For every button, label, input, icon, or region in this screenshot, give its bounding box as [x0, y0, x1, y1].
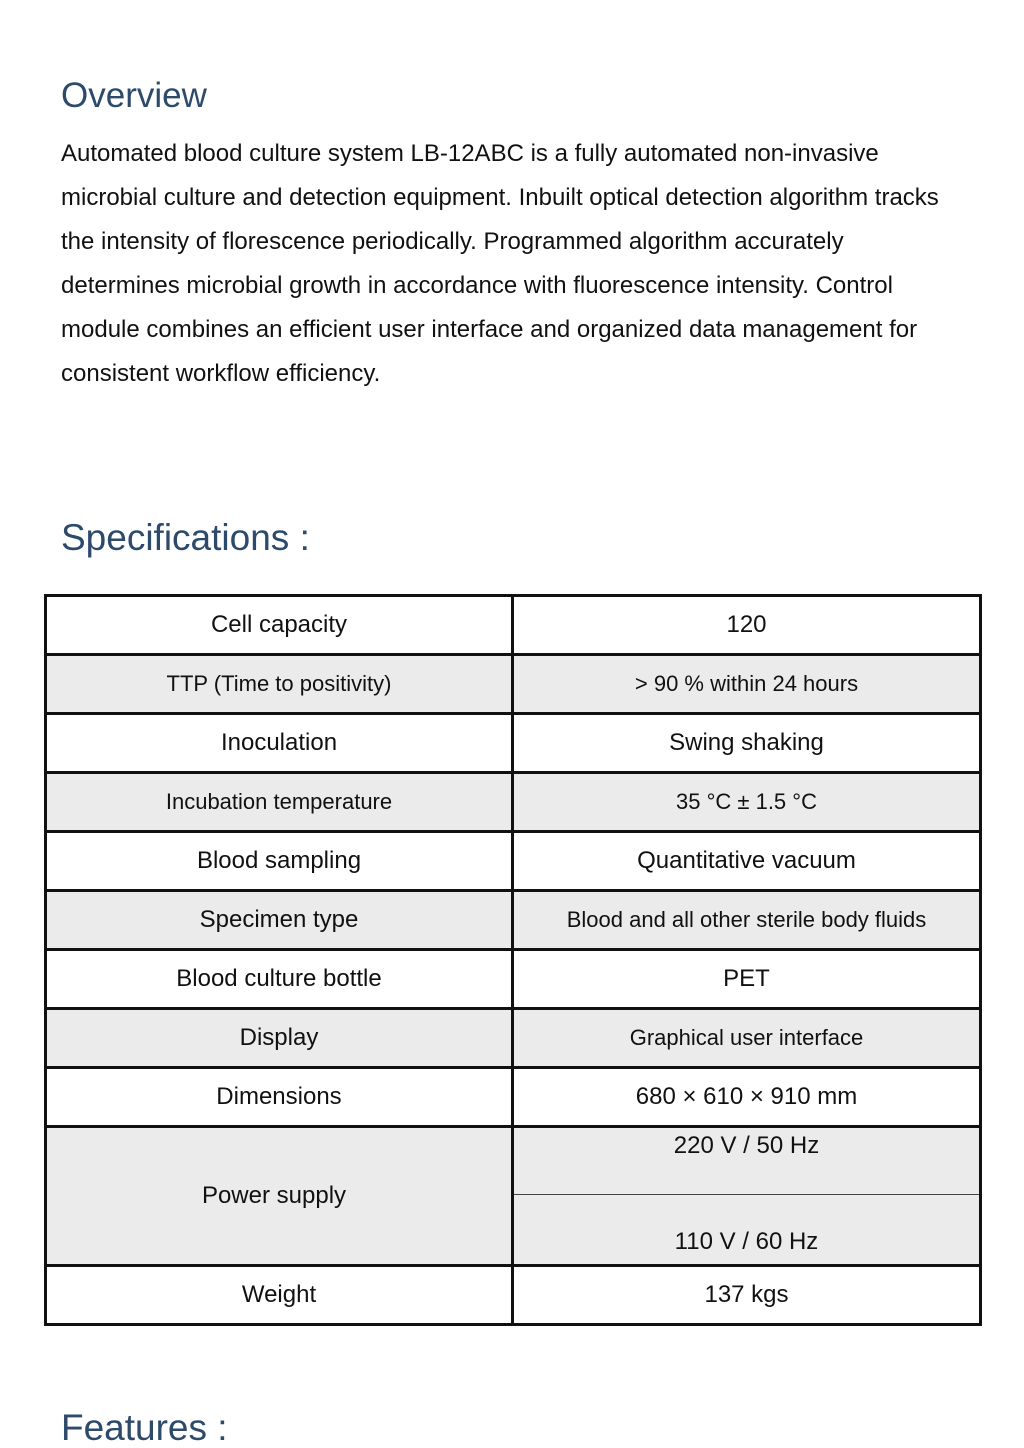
table-row — [46, 714, 981, 773]
overview-heading: Overview — [61, 76, 207, 115]
features-heading: Features : — [61, 1407, 228, 1448]
spec-value: 120 — [513, 596, 981, 655]
spec-label: Blood culture bottle — [46, 950, 513, 1009]
spec-label: Inoculation — [46, 714, 513, 773]
table-row — [46, 655, 981, 714]
spec-label: Cell capacity — [46, 596, 513, 655]
spec-value: Blood and all other sterile body fluids — [513, 891, 981, 950]
spec-value: 35 °C ± 1.5 °C — [513, 773, 981, 832]
spec-value-power-110v: 110 V / 60 Hz — [513, 1195, 981, 1266]
spec-value: Quantitative vacuum — [513, 832, 981, 891]
spec-label: Incubation temperature — [46, 773, 513, 832]
spec-value-power-220v: 220 V / 50 Hz — [513, 1127, 981, 1195]
table-row — [46, 596, 981, 655]
spec-label: Dimensions — [46, 1068, 513, 1127]
table-row — [46, 1266, 981, 1325]
spec-label: Blood sampling — [46, 832, 513, 891]
spec-label: TTP (Time to positivity) — [46, 655, 513, 714]
table-row — [46, 832, 981, 891]
spec-label: Specimen type — [46, 891, 513, 950]
spec-label-weight: Weight — [46, 1266, 513, 1325]
table-row — [46, 773, 981, 832]
table-row — [46, 1009, 981, 1068]
table-row — [46, 891, 981, 950]
overview-paragraph: Automated blood culture system LB-12ABC is a fully automated non-invasive microbial culture and detection equipment. Inbuilt optical detection algorithm tracks the intensity of florescence periodically. Programmed algorithm accurately determines microbial growth in accordance with fluorescence intensity. Control module combines an efficient user interface and organized data management for consistent workflow efficiency. — [61, 140, 939, 387]
spec-value: 680 × 610 × 910 mm — [513, 1068, 981, 1127]
specifications-table — [44, 594, 982, 1326]
spec-label: Display — [46, 1009, 513, 1068]
spec-value: Graphical user interface — [513, 1009, 981, 1068]
specifications-heading: Specifications : — [61, 517, 310, 558]
table-row-power-supply — [46, 1127, 981, 1195]
spec-value: PET — [513, 950, 981, 1009]
spec-label-power-supply: Power supply — [46, 1127, 513, 1266]
table-row — [46, 950, 981, 1009]
spec-value-weight: 137 kgs — [513, 1266, 981, 1325]
spec-value: > 90 % within 24 hours — [513, 655, 981, 714]
spec-value: Swing shaking — [513, 714, 981, 773]
table-row — [46, 1068, 981, 1127]
